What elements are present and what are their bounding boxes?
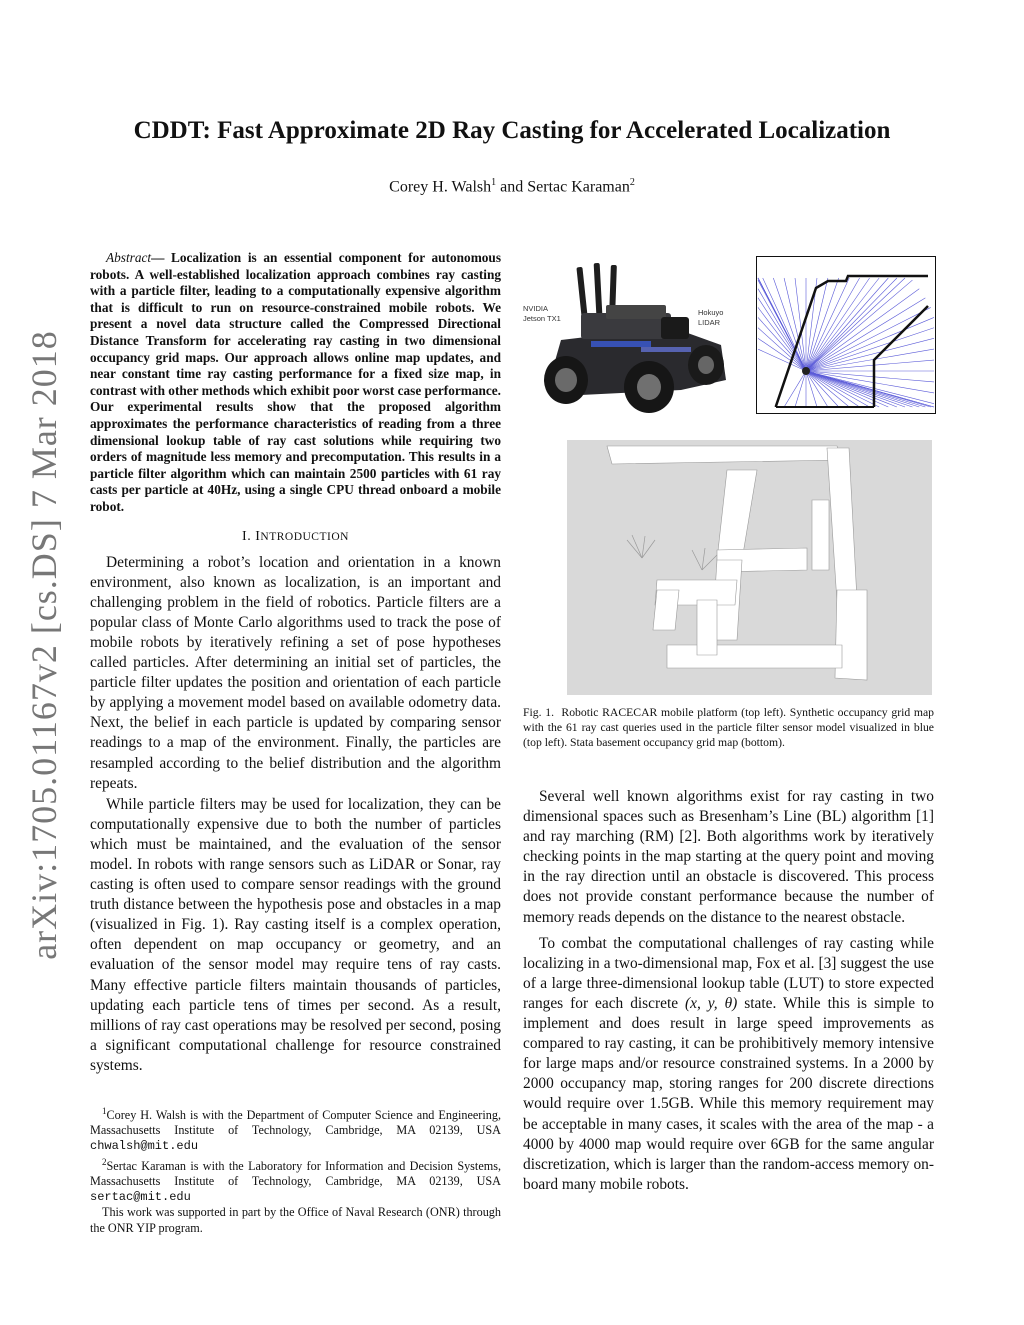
abstract-label: Abstract [106, 250, 152, 265]
author-1: Corey H. Walsh [389, 178, 492, 196]
author-line [60, 177, 964, 196]
figure-caption-text: Robotic RACECAR mobile platform (top left). Synthetic occupancy grid map with the 61 ray cast queries used in the particle filter sensor model visualized in blue (top left). Stata basement occupancy grid map (bottom). [523, 706, 935, 749]
footnote-funding: This work was supported in part by the Office of Naval Research (ONR) through the ONR YIP program. [90, 1205, 501, 1235]
label-hokuyo-line-1: Hokuyo [698, 308, 724, 317]
label-nvidia-line-2: Jetson TX1 [523, 314, 561, 323]
figure-caption [523, 705, 934, 750]
intro-paragraph-1: Determining a robot’s location and orientation in a known environment, also known as localization, is an important and challenging problem in the field of robotics. Particle filters are a popular class of Monte Carlo algorithms used to track the pose of mobile robots by iteratively refining a set of pose hypotheses called particles. After determining an initial set of particles, the particle filter updates the position and orientation of each particle by applying a movement model based on available odometry data. Next, the belief in each particle is updated by comparing sensor readings to a map of the environment. Finally, the particles are resampled according to the belief distribution and the algorithm repeats. [90, 553, 501, 792]
left-column [90, 250, 501, 1076]
arxiv-sidebar [0, 0, 82, 1325]
synthetic-ray-cast-map [756, 256, 936, 414]
footnote-1-marker: 1 [102, 1106, 107, 1116]
right-paragraph-1: Several well known algorithms exist for ray casting in two dimensional spaces such as Bresenham’s Line (BL) algorithm [1] and ray marching (RM) [2]. Both algorithms work by iteratively checking points in the map starting at the query point and moving in the ray direction until an obstacle is discovered. This process does not provide constant performance because the number of memory reads depends on the distance to the nearest obstacle. [523, 788, 934, 926]
author-2: Sertac Karaman [527, 178, 630, 196]
arxiv-identifier: arXiv:1705.01167v2 [cs.DS] 7 Mar 2018 [24, 330, 64, 960]
figure-caption-label: Fig. 1. [523, 706, 554, 719]
intro-paragraph-2: While particle filters may be used for localization, they can be computationally expensive due to both the number of particles which must be maintained, and the evaluation of the sensor model. In robots with range sensors such as LiDAR or Sonar, ray casting is often used to compare sensor readings with the ground truth distance between the hypothesis pose and obstacles in a map (visualized in Fig. 1). Ray casting itself is a complex operation, often dependent on map occupancy or geometry, and an evaluation of the sensor model may require tens of ray casts. Many effective particle filters maintain thousands of particles, updating each particle tens of times per second. As a result, millions of ray cast operations may be resolved per second, posing a significant computational challenge for resource constrained systems. [90, 795, 501, 1074]
racecar-robot-image [521, 255, 746, 415]
footnote-1 [90, 1104, 501, 1155]
right-paragraph-2-part-a: To combat the computational challenges of ray casting while localizing in a two-dimensional map, Fox et al. [3] suggest the use of a large three-dimensional lookup table (LUT) to store expected ranges for each discrete [523, 934, 934, 1012]
footnote-2-marker: 2 [102, 1156, 107, 1167]
section-numeral: I. [242, 528, 256, 544]
author-2-affil: 2 [629, 177, 635, 188]
abstract-text: — Localization is an essential component for autonomous robots. A well-established localization approach combines ray casting with a particle filter, leading to a computationally expensive algorithm that is difficult to run on resource-constrained mobile robots. We present a novel data structure called the Compressed Directional Distance Transform for accelerating ray casting in two dimensional occupancy grid maps. Our approach allows online map updates, and near constant time ray casting performance for a fixed size map, in contrast with other methods which exhibit poor worst case performance. Our experimental results show that the proposed algorithm approximates the performance characteristics of reading from a three dimensional lookup table of ray cast solutions while requiring two orders of magnitude less memory and precomputation. This results in a particle filter algorithm which can maintain 2500 particles with 61 ray casts per particle at 40Hz, using a single CPU thread onboard a mobile robot. [90, 250, 501, 514]
stata-basement-map [567, 440, 932, 695]
author-1-affil: 1 [491, 177, 497, 188]
label-nvidia-line-1: NVIDIA [523, 304, 549, 313]
label-hokuyo-line-2: LIDAR [698, 318, 721, 327]
author-conjunction: and [496, 178, 528, 196]
footnote-2 [90, 1155, 501, 1206]
section-title-rest: NTRODUCTION [260, 530, 349, 543]
abstract [90, 250, 501, 516]
footnote-2-email: sertac@mit.edu [90, 1190, 191, 1205]
robot-pose-marker [802, 367, 810, 375]
footnote-1-text: Corey H. Walsh is with the Department of Computer Science and Engineering, Massachusetts Institute of Technology, Cambridge, MA 02139, USA [90, 1108, 501, 1138]
section-heading-introduction [90, 527, 501, 547]
right-paragraph-2-part-b: state. While this is simple to implement and does result in large speed improvements as compared to ray casting, it can be prohibitively memory intensive for large maps and/or resource constrained systems. In a 2000 by 2000 occupancy map, storing ranges for 200 discrete directions would require over 1.5GB. While this memory requirement may be acceptable in many cases, it scales with the area of the map - a 4000 by 4000 map would require over 6GB for the same angular discretization, which is larger than the random-access memory on-board many mobile robots. [523, 994, 934, 1193]
footnote-1-email: chwalsh@mit.edu [90, 1139, 199, 1154]
footnotes [90, 1104, 501, 1236]
right-column [523, 787, 934, 1195]
state-tuple-math: (x, y, θ) [685, 994, 738, 1012]
paper-title: CDDT: Fast Approximate 2D Ray Casting for Accelerated Localization [133, 117, 891, 144]
section-title-initial: I [255, 528, 261, 544]
right-paragraph-2 [523, 934, 934, 1195]
footnote-2-text: Sertac Karaman is with the Laboratory for Information and Decision Systems, Massachusetts Institute of Technology, Cambridge, MA 02139, USA [90, 1158, 501, 1188]
